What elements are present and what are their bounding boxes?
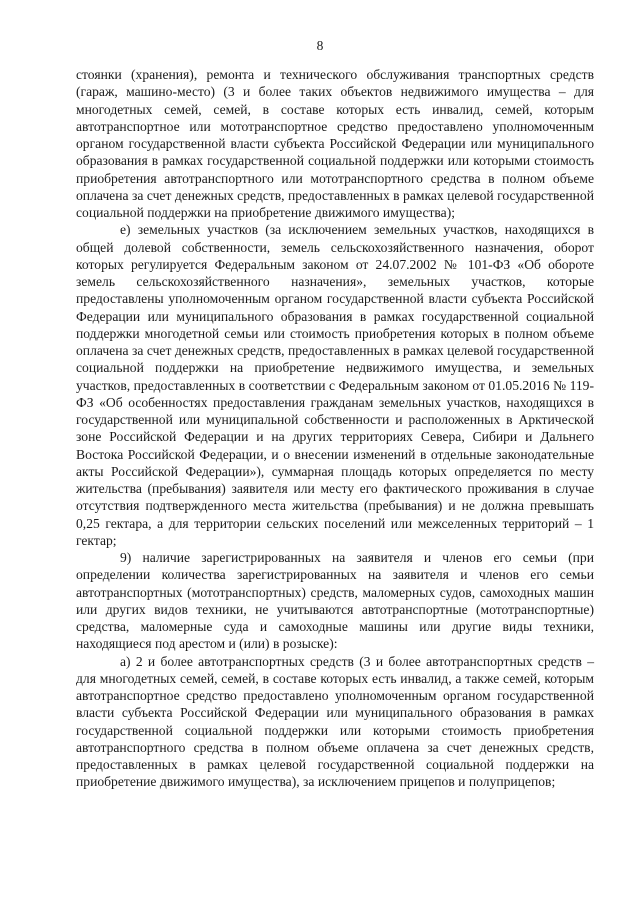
page-number: 8 bbox=[316, 38, 324, 53]
paragraph-item-9: 9) наличие зарегистрированных на заявителя и членов его семьи (при определении количества зарегистрированных на заявителя и членов его семьи автотранспортных (мототранспортных) средств, маломерных судов, самоходных машин или других видов техники, не учитываются автотранспортные (мототранспортные) средства, маломерные суда и самоходные машины или другие виды техники, находящиеся под арестом и (или) в розыске): bbox=[76, 550, 594, 652]
paragraph-item-a: а) 2 и более автотранспортных средств (3 и более автотранспортных средств – для многодетных семей, семей, в составе которых есть инвалид, а также семей, которым автотранспортное средство предоставлено уполномоченным органом государственной власти субъекта Российской Федерации или муниципального образования в рамках государственной социальной поддержки или которыми стоимость приобретения автотранспортного средства в полном объеме оплачена за счет денежных средств, предоставленных в рамках целевой государственной социальной поддержки на приобретение движимого имущества), за исключением прицепов и полуприцепов; bbox=[76, 653, 594, 790]
paragraph-item-e: е) земельных участков (за исключением земельных участков, находящихся в общей долевой собственности, земель сельскохозяйственного назначения, оборот которых регулируется Федеральным законом от 24.07.2002 № 101-ФЗ «Об обороте земель сельскохозяйственного назначения», земельных участков, которые предоставлены уполномоченным органом государственной власти субъекта Российской Федерации или муниципального образования в рамках государственной социальной поддержки многодетной семьи или стоимость приобретения которых в полном объеме оплачена за счет денежных средств, предоставленных в рамках целевой государственной социальной поддержки на приобретение недвижимого имущества, и земельных участков, предоставленных в соответствии с Федеральным законом от 01.05.2016 № 119-ФЗ «Об особенностях предоставления гражданам земельных участков, находящихся в государственной или муниципальной собственности и расположенных в Арктической зоне Российской Федерации и на других территориях Севера, Сибири и Дальнего Востока Российской Федерации, и о внесении изменений в отдельные законодательные акты Российской Федерации»), суммарная площадь которых определяется по месту жительства (пребывания) заявителя или месту его фактического проживания в случае отсутствия подтвержденного места жительства (пребывания) и не должна превышать 0,25 гектара, а для территории сельских поселений или межселенных территорий – 1 гектар; bbox=[76, 222, 594, 548]
paragraph-continuation: стоянки (хранения), ремонта и технического обслуживания транспортных средств (гараж, машино-место) (3 и более таких объектов недвижимого имущества – для многодетных семей, семей, в составе которых есть инвалид, семей, которым автотранспортное или мототранспортное средство предоставлено уполномоченным органом государственной власти субъекта Российской Федерации или муниципального образования в рамках государственной социальной поддержки или которыми стоимость приобретения автотранспортного или мототранспортного средства в полном объеме оплачена за счет денежных средств, предоставленных в рамках целевой государственной социальной поддержки на приобретение движимого имущества); bbox=[76, 67, 594, 220]
document-body bbox=[76, 66, 594, 791]
